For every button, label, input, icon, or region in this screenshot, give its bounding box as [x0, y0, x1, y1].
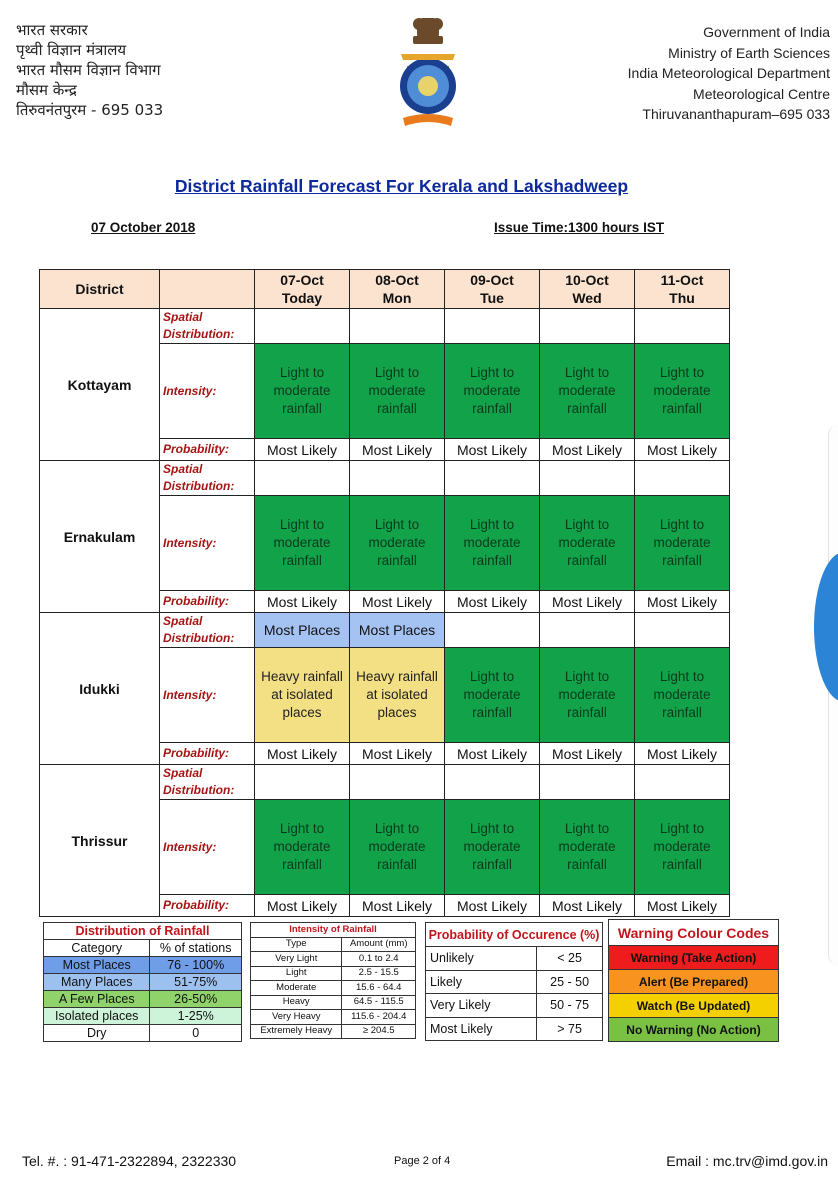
spatial-cell: [635, 309, 730, 344]
legend-warning-code: Watch (Be Updated): [609, 994, 779, 1018]
row-label-probability: Probability:: [160, 895, 255, 917]
row-label-probability: Probability:: [160, 439, 255, 461]
legend-title: Intensity of Rainfall: [251, 923, 416, 938]
legend-amount: 64.5 - 115.5: [342, 995, 416, 1010]
legend-title: Probability of Occurence (%): [426, 923, 603, 947]
district-name: Ernakulam: [40, 461, 160, 613]
legend-amount: 0.1 to 2.4: [342, 952, 416, 967]
legend-amount: ≥ 204.5: [342, 1024, 416, 1039]
page-title: District Rainfall Forecast For Kerala and Lakshadweep: [174, 176, 629, 196]
spatial-cell: [540, 461, 635, 496]
legend-type: Moderate: [251, 981, 342, 996]
intensity-cell: Light to moderate rainfall: [540, 344, 635, 439]
day-date: 10-Oct: [565, 272, 609, 288]
imd-emblem-logo: [393, 14, 463, 134]
intensity-cell: Light to moderate rainfall: [540, 496, 635, 591]
column-header-day: [540, 270, 635, 309]
legend-type: Heavy: [251, 995, 342, 1010]
legend-category: Isolated places: [44, 1008, 150, 1025]
intensity-cell: Light to moderate rainfall: [255, 800, 350, 895]
probability-cell: Most Likely: [255, 439, 350, 461]
spatial-cell: [350, 765, 445, 800]
spatial-cell: Most Places: [255, 613, 350, 648]
probability-cell: Most Likely: [350, 591, 445, 613]
spatial-cell: [540, 765, 635, 800]
intensity-cell: Light to moderate rainfall: [635, 496, 730, 591]
intensity-legend: [250, 922, 416, 1039]
header-line: Thiruvananthapuram–695 033: [642, 106, 830, 122]
day-name: Thu: [669, 290, 695, 306]
intensity-cell: Light to moderate rainfall: [255, 344, 350, 439]
day-name: Wed: [572, 290, 602, 306]
spatial-cell: [255, 309, 350, 344]
row-label-spatial: Spatial Distribution:: [160, 765, 255, 800]
column-header-day: [255, 270, 350, 309]
column-header-day: [350, 270, 445, 309]
legend-percent: 1-25%: [150, 1008, 242, 1025]
row-label-intensity: Intensity:: [160, 496, 255, 591]
forecast-date: 07 October 2018: [91, 220, 196, 235]
legend-amount: 2.5 - 15.5: [342, 966, 416, 981]
legend-amount: 115.6 - 204.4: [342, 1010, 416, 1025]
header-line: भारत मौसम विज्ञान विभाग: [16, 61, 161, 79]
column-header-district: District: [40, 270, 160, 309]
warning-legend: [608, 919, 779, 1042]
probability-cell: Most Likely: [255, 591, 350, 613]
english-header: [628, 22, 830, 125]
probability-cell: Most Likely: [350, 895, 445, 917]
spatial-cell: [445, 613, 540, 648]
legend-type: Very Light: [251, 952, 342, 967]
header-line: पृथ्वी विज्ञान मंत्रालय: [16, 41, 127, 59]
header-line: Government of India: [703, 24, 830, 40]
probability-legend: [425, 922, 603, 1041]
spatial-cell: [635, 613, 730, 648]
floating-blue-button[interactable]: [814, 552, 838, 702]
spatial-cell: [255, 461, 350, 496]
forecast-table: [39, 269, 730, 917]
row-label-intensity: Intensity:: [160, 800, 255, 895]
legend-prob-label: Most Likely: [426, 1017, 537, 1041]
row-label-intensity: Intensity:: [160, 344, 255, 439]
day-name: Tue: [480, 290, 504, 306]
probability-cell: Most Likely: [540, 743, 635, 765]
probability-cell: Most Likely: [445, 743, 540, 765]
row-label-probability: Probability:: [160, 591, 255, 613]
legend-warning-code: Warning (Take Action): [609, 946, 779, 970]
header-line: भारत सरकार: [16, 21, 88, 39]
intensity-cell: Heavy rainfall at isolated places: [350, 648, 445, 743]
legend-category: A Few Places: [44, 991, 150, 1008]
legend-category: Many Places: [44, 974, 150, 991]
spatial-cell: [540, 309, 635, 344]
day-date: 08-Oct: [375, 272, 419, 288]
legend-header: Amount (mm): [342, 937, 416, 952]
legend-warning-code: No Warning (No Action): [609, 1018, 779, 1042]
row-label-spatial: Spatial Distribution:: [160, 461, 255, 496]
probability-cell: Most Likely: [445, 591, 540, 613]
legend-prob-range: 25 - 50: [537, 970, 603, 994]
probability-cell: Most Likely: [255, 743, 350, 765]
spatial-cell: [350, 461, 445, 496]
header-line: मौसम केन्द्र: [16, 81, 77, 99]
probability-cell: Most Likely: [350, 439, 445, 461]
intensity-cell: Heavy rainfall at isolated places: [255, 648, 350, 743]
footer-email: Email : mc.trv@imd.gov.in: [666, 1153, 828, 1169]
probability-cell: Most Likely: [255, 895, 350, 917]
legend-percent: 0: [150, 1025, 242, 1042]
intensity-cell: Light to moderate rainfall: [445, 344, 540, 439]
issue-time: Issue Time:1300 hours IST: [494, 220, 665, 235]
legend-type: Very Heavy: [251, 1010, 342, 1025]
header-line: Ministry of Earth Sciences: [668, 44, 830, 61]
probability-cell: Most Likely: [350, 743, 445, 765]
legend-category: Most Places: [44, 957, 150, 974]
column-header-blank: [160, 270, 255, 309]
probability-cell: Most Likely: [540, 895, 635, 917]
legend-title: Warning Colour Codes: [609, 920, 779, 946]
probability-cell: Most Likely: [445, 895, 540, 917]
spatial-cell: [350, 309, 445, 344]
legend-type: Light: [251, 966, 342, 981]
footer-telephone: Tel. #. : 91-471-2322894, 2322330: [22, 1153, 237, 1169]
hindi-header: [16, 20, 163, 120]
legend-percent: 26-50%: [150, 991, 242, 1008]
probability-cell: Most Likely: [635, 439, 730, 461]
row-label-probability: Probability:: [160, 743, 255, 765]
legend-prob-range: > 75: [537, 1017, 603, 1041]
legend-category: Dry: [44, 1025, 150, 1042]
header-line: Meteorological Centre: [693, 85, 830, 102]
intensity-cell: Light to moderate rainfall: [445, 648, 540, 743]
day-date: 11-Oct: [660, 272, 704, 288]
spatial-cell: [445, 309, 540, 344]
spatial-cell: [255, 765, 350, 800]
probability-cell: Most Likely: [635, 743, 730, 765]
intensity-cell: Light to moderate rainfall: [445, 800, 540, 895]
legend-percent: 51-75%: [150, 974, 242, 991]
legend-prob-label: Very Likely: [426, 994, 537, 1018]
intensity-cell: Light to moderate rainfall: [635, 344, 730, 439]
legend-prob-label: Likely: [426, 970, 537, 994]
intensity-cell: Light to moderate rainfall: [445, 496, 540, 591]
row-label-intensity: Intensity:: [160, 648, 255, 743]
day-date: 07-Oct: [280, 272, 324, 288]
intensity-cell: Light to moderate rainfall: [350, 800, 445, 895]
probability-cell: Most Likely: [540, 439, 635, 461]
intensity-cell: Light to moderate rainfall: [635, 648, 730, 743]
intensity-cell: Light to moderate rainfall: [255, 496, 350, 591]
column-header-day: [445, 270, 540, 309]
distribution-legend: [43, 922, 242, 1042]
column-header-day: [635, 270, 730, 309]
intensity-cell: Light to moderate rainfall: [635, 800, 730, 895]
probability-cell: Most Likely: [635, 895, 730, 917]
legend-header: % of stations: [150, 940, 242, 957]
legend-warning-code: Alert (Be Prepared): [609, 970, 779, 994]
probability-cell: Most Likely: [635, 591, 730, 613]
legend-prob-label: Unlikely: [426, 947, 537, 971]
probability-cell: Most Likely: [540, 591, 635, 613]
intensity-cell: Light to moderate rainfall: [350, 496, 445, 591]
row-label-spatial: Spatial Distribution:: [160, 613, 255, 648]
district-name: Idukki: [40, 613, 160, 765]
footer-page-number: Page 2 of 4: [394, 1155, 451, 1167]
spatial-cell: Most Places: [350, 613, 445, 648]
spatial-cell: [635, 765, 730, 800]
spatial-cell: [635, 461, 730, 496]
legend-percent: 76 - 100%: [150, 957, 242, 974]
legend-title: Distribution of Rainfall: [44, 923, 242, 940]
spatial-cell: [540, 613, 635, 648]
spatial-cell: [445, 765, 540, 800]
legend-prob-range: 50 - 75: [537, 994, 603, 1018]
spatial-cell: [445, 461, 540, 496]
legend-amount: 15.6 - 64.4: [342, 981, 416, 996]
row-label-spatial: Spatial Distribution:: [160, 309, 255, 344]
intensity-cell: Light to moderate rainfall: [350, 344, 445, 439]
legend-prob-range: < 25: [537, 947, 603, 971]
legend-header: Category: [44, 940, 150, 957]
intensity-cell: Light to moderate rainfall: [540, 800, 635, 895]
district-name: Thrissur: [40, 765, 160, 917]
district-name: Kottayam: [40, 309, 160, 461]
probability-cell: Most Likely: [445, 439, 540, 461]
day-date: 09-Oct: [470, 272, 514, 288]
header-line: तिरुवनंतपुरम - 695 033: [16, 101, 164, 119]
intensity-cell: Light to moderate rainfall: [540, 648, 635, 743]
day-name: Today: [281, 290, 323, 306]
day-name: Mon: [382, 290, 412, 306]
legend-type: Extremely Heavy: [251, 1024, 342, 1039]
header-line: India Meteorological Department: [627, 65, 830, 81]
legend-header: Type: [251, 937, 342, 952]
